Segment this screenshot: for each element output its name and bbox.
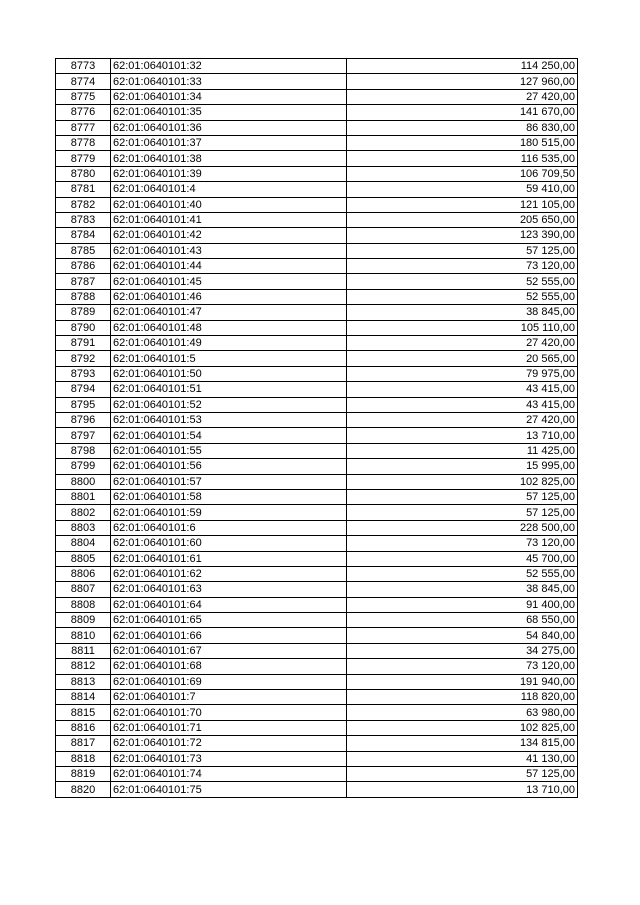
row-number-cell: 8777 xyxy=(56,120,111,135)
row-number-cell: 8795 xyxy=(56,397,111,412)
table-row xyxy=(56,212,578,227)
cadastral-number-cell: 62:01:0640101:32 xyxy=(111,59,347,74)
cadastral-value-cell: 68 550,00 xyxy=(347,613,578,628)
cadastral-number-cell: 62:01:0640101:53 xyxy=(111,412,347,427)
cadastral-number-cell: 62:01:0640101:36 xyxy=(111,120,347,135)
table-row xyxy=(56,643,578,658)
table-row xyxy=(56,474,578,489)
cadastral-value-cell: 54 840,00 xyxy=(347,628,578,643)
cadastral-value-cell: 57 125,00 xyxy=(347,489,578,504)
row-number-cell: 8789 xyxy=(56,305,111,320)
table-row xyxy=(56,412,578,427)
row-number-cell: 8809 xyxy=(56,613,111,628)
table-row xyxy=(56,489,578,504)
row-number-cell: 8792 xyxy=(56,351,111,366)
cadastral-number-cell: 62:01:0640101:72 xyxy=(111,736,347,751)
cadastral-number-cell: 62:01:0640101:75 xyxy=(111,782,347,797)
cadastral-number-cell: 62:01:0640101:52 xyxy=(111,397,347,412)
table-row xyxy=(56,320,578,335)
row-number-cell: 8820 xyxy=(56,782,111,797)
row-number-cell: 8814 xyxy=(56,690,111,705)
table-row xyxy=(56,674,578,689)
table-row xyxy=(56,551,578,566)
cadastral-number-cell: 62:01:0640101:33 xyxy=(111,74,347,89)
table-row xyxy=(56,443,578,458)
cadastral-number-cell: 62:01:0640101:37 xyxy=(111,135,347,150)
row-number-cell: 8793 xyxy=(56,366,111,381)
row-number-cell: 8782 xyxy=(56,197,111,212)
row-number-cell: 8803 xyxy=(56,520,111,535)
row-number-cell: 8784 xyxy=(56,228,111,243)
row-number-cell: 8806 xyxy=(56,566,111,581)
cadastral-value-cell: 102 825,00 xyxy=(347,474,578,489)
table-row xyxy=(56,382,578,397)
row-number-cell: 8810 xyxy=(56,628,111,643)
row-number-cell: 8819 xyxy=(56,766,111,781)
table-row xyxy=(56,105,578,120)
row-number-cell: 8800 xyxy=(56,474,111,489)
cadastral-number-cell: 62:01:0640101:74 xyxy=(111,766,347,781)
cadastral-number-cell: 62:01:0640101:39 xyxy=(111,166,347,181)
row-number-cell: 8802 xyxy=(56,505,111,520)
row-number-cell: 8783 xyxy=(56,212,111,227)
cadastral-value-cell: 57 125,00 xyxy=(347,505,578,520)
cadastral-number-cell: 62:01:0640101:66 xyxy=(111,628,347,643)
table-row xyxy=(56,59,578,74)
cadastral-number-cell: 62:01:0640101:40 xyxy=(111,197,347,212)
table-row xyxy=(56,135,578,150)
cadastral-number-cell: 62:01:0640101:57 xyxy=(111,474,347,489)
cadastral-value-cell: 205 650,00 xyxy=(347,212,578,227)
cadastral-number-cell: 62:01:0640101:70 xyxy=(111,705,347,720)
cadastral-number-cell: 62:01:0640101:38 xyxy=(111,151,347,166)
cadastral-number-cell: 62:01:0640101:50 xyxy=(111,366,347,381)
cadastral-value-cell: 102 825,00 xyxy=(347,720,578,735)
row-number-cell: 8779 xyxy=(56,151,111,166)
row-number-cell: 8790 xyxy=(56,320,111,335)
table-row xyxy=(56,720,578,735)
cadastral-number-cell: 62:01:0640101:34 xyxy=(111,89,347,104)
row-number-cell: 8811 xyxy=(56,643,111,658)
cadastral-value-cell: 134 815,00 xyxy=(347,736,578,751)
table-row xyxy=(56,120,578,135)
row-number-cell: 8805 xyxy=(56,551,111,566)
table-row xyxy=(56,243,578,258)
cadastral-value-cell: 118 820,00 xyxy=(347,690,578,705)
row-number-cell: 8801 xyxy=(56,489,111,504)
row-number-cell: 8785 xyxy=(56,243,111,258)
cadastral-number-cell: 62:01:0640101:73 xyxy=(111,751,347,766)
row-number-cell: 8813 xyxy=(56,674,111,689)
cadastral-value-cell: 73 120,00 xyxy=(347,259,578,274)
cadastral-value-cell: 106 709,50 xyxy=(347,166,578,181)
cadastral-number-cell: 62:01:0640101:48 xyxy=(111,320,347,335)
table-row xyxy=(56,566,578,581)
cadastral-value-cell: 11 425,00 xyxy=(347,443,578,458)
cadastral-value-cell: 73 120,00 xyxy=(347,536,578,551)
cadastral-number-cell: 62:01:0640101:69 xyxy=(111,674,347,689)
cadastral-number-cell: 62:01:0640101:35 xyxy=(111,105,347,120)
row-number-cell: 8812 xyxy=(56,659,111,674)
cadastral-value-cell: 141 670,00 xyxy=(347,105,578,120)
cadastral-value-cell: 52 555,00 xyxy=(347,289,578,304)
table-row xyxy=(56,582,578,597)
row-number-cell: 8798 xyxy=(56,443,111,458)
cadastral-number-cell: 62:01:0640101:63 xyxy=(111,582,347,597)
cadastral-value-cell: 38 845,00 xyxy=(347,582,578,597)
row-number-cell: 8780 xyxy=(56,166,111,181)
cadastral-value-cell: 43 415,00 xyxy=(347,397,578,412)
row-number-cell: 8781 xyxy=(56,182,111,197)
row-number-cell: 8774 xyxy=(56,74,111,89)
cadastral-value-cell: 15 995,00 xyxy=(347,459,578,474)
cadastral-value-cell: 52 555,00 xyxy=(347,566,578,581)
cadastral-number-cell: 62:01:0640101:61 xyxy=(111,551,347,566)
cadastral-number-cell: 62:01:0640101:42 xyxy=(111,228,347,243)
cadastral-number-cell: 62:01:0640101:5 xyxy=(111,351,347,366)
cadastral-number-cell: 62:01:0640101:7 xyxy=(111,690,347,705)
cadastral-value-cell: 79 975,00 xyxy=(347,366,578,381)
cadastral-value-cell: 45 700,00 xyxy=(347,551,578,566)
table-row xyxy=(56,628,578,643)
row-number-cell: 8808 xyxy=(56,597,111,612)
table-row xyxy=(56,89,578,104)
table-row xyxy=(56,166,578,181)
row-number-cell: 8818 xyxy=(56,751,111,766)
cadastral-number-cell: 62:01:0640101:41 xyxy=(111,212,347,227)
table-row xyxy=(56,459,578,474)
cadastral-value-table xyxy=(55,58,578,798)
table-row xyxy=(56,366,578,381)
table-row xyxy=(56,305,578,320)
cadastral-number-cell: 62:01:0640101:56 xyxy=(111,459,347,474)
table-row xyxy=(56,197,578,212)
cadastral-value-cell: 91 400,00 xyxy=(347,597,578,612)
row-number-cell: 8794 xyxy=(56,382,111,397)
table-row xyxy=(56,74,578,89)
row-number-cell: 8817 xyxy=(56,736,111,751)
row-number-cell: 8775 xyxy=(56,89,111,104)
table-row xyxy=(56,659,578,674)
cadastral-number-cell: 62:01:0640101:58 xyxy=(111,489,347,504)
cadastral-number-cell: 62:01:0640101:6 xyxy=(111,520,347,535)
cadastral-value-cell: 20 565,00 xyxy=(347,351,578,366)
cadastral-number-cell: 62:01:0640101:44 xyxy=(111,259,347,274)
cadastral-value-cell: 228 500,00 xyxy=(347,520,578,535)
cadastral-value-cell: 13 710,00 xyxy=(347,428,578,443)
cadastral-value-cell: 43 415,00 xyxy=(347,382,578,397)
row-number-cell: 8804 xyxy=(56,536,111,551)
table-body xyxy=(56,59,578,798)
table-row xyxy=(56,182,578,197)
table-row xyxy=(56,766,578,781)
cadastral-value-cell: 27 420,00 xyxy=(347,412,578,427)
table-row xyxy=(56,690,578,705)
cadastral-number-cell: 62:01:0640101:43 xyxy=(111,243,347,258)
cadastral-value-cell: 63 980,00 xyxy=(347,705,578,720)
row-number-cell: 8796 xyxy=(56,412,111,427)
table-row xyxy=(56,520,578,535)
table-row xyxy=(56,397,578,412)
cadastral-number-cell: 62:01:0640101:60 xyxy=(111,536,347,551)
row-number-cell: 8787 xyxy=(56,274,111,289)
row-number-cell: 8778 xyxy=(56,135,111,150)
cadastral-value-cell: 38 845,00 xyxy=(347,305,578,320)
table-row xyxy=(56,597,578,612)
cadastral-number-cell: 62:01:0640101:65 xyxy=(111,613,347,628)
row-number-cell: 8797 xyxy=(56,428,111,443)
table-row xyxy=(56,536,578,551)
row-number-cell: 8807 xyxy=(56,582,111,597)
cadastral-value-cell: 13 710,00 xyxy=(347,782,578,797)
table-row xyxy=(56,228,578,243)
cadastral-value-cell: 73 120,00 xyxy=(347,659,578,674)
cadastral-value-cell: 59 410,00 xyxy=(347,182,578,197)
cadastral-number-cell: 62:01:0640101:45 xyxy=(111,274,347,289)
cadastral-value-cell: 105 110,00 xyxy=(347,320,578,335)
cadastral-number-cell: 62:01:0640101:59 xyxy=(111,505,347,520)
cadastral-number-cell: 62:01:0640101:68 xyxy=(111,659,347,674)
cadastral-value-cell: 191 940,00 xyxy=(347,674,578,689)
row-number-cell: 8816 xyxy=(56,720,111,735)
cadastral-number-cell: 62:01:0640101:46 xyxy=(111,289,347,304)
cadastral-value-cell: 34 275,00 xyxy=(347,643,578,658)
cadastral-number-cell: 62:01:0640101:54 xyxy=(111,428,347,443)
cadastral-number-cell: 62:01:0640101:55 xyxy=(111,443,347,458)
row-number-cell: 8815 xyxy=(56,705,111,720)
cadastral-number-cell: 62:01:0640101:47 xyxy=(111,305,347,320)
cadastral-value-cell: 127 960,00 xyxy=(347,74,578,89)
cadastral-value-cell: 121 105,00 xyxy=(347,197,578,212)
table-row xyxy=(56,151,578,166)
cadastral-value-cell: 27 420,00 xyxy=(347,89,578,104)
table-row xyxy=(56,782,578,797)
table-row xyxy=(56,505,578,520)
table-row xyxy=(56,736,578,751)
table-row xyxy=(56,705,578,720)
table-row xyxy=(56,274,578,289)
table-row xyxy=(56,751,578,766)
table-row xyxy=(56,351,578,366)
cadastral-number-cell: 62:01:0640101:62 xyxy=(111,566,347,581)
cadastral-number-cell: 62:01:0640101:4 xyxy=(111,182,347,197)
cadastral-value-cell: 41 130,00 xyxy=(347,751,578,766)
cadastral-number-cell: 62:01:0640101:67 xyxy=(111,643,347,658)
row-number-cell: 8776 xyxy=(56,105,111,120)
cadastral-number-cell: 62:01:0640101:49 xyxy=(111,336,347,351)
table-row xyxy=(56,289,578,304)
row-number-cell: 8791 xyxy=(56,336,111,351)
cadastral-number-cell: 62:01:0640101:51 xyxy=(111,382,347,397)
row-number-cell: 8786 xyxy=(56,259,111,274)
row-number-cell: 8773 xyxy=(56,59,111,74)
row-number-cell: 8788 xyxy=(56,289,111,304)
table-row xyxy=(56,259,578,274)
cadastral-value-cell: 27 420,00 xyxy=(347,336,578,351)
cadastral-number-cell: 62:01:0640101:71 xyxy=(111,720,347,735)
row-number-cell: 8799 xyxy=(56,459,111,474)
table-row xyxy=(56,613,578,628)
table-row xyxy=(56,428,578,443)
cadastral-value-cell: 52 555,00 xyxy=(347,274,578,289)
cadastral-value-cell: 116 535,00 xyxy=(347,151,578,166)
cadastral-value-cell: 86 830,00 xyxy=(347,120,578,135)
cadastral-value-cell: 57 125,00 xyxy=(347,766,578,781)
cadastral-value-cell: 123 390,00 xyxy=(347,228,578,243)
cadastral-number-cell: 62:01:0640101:64 xyxy=(111,597,347,612)
table-row xyxy=(56,336,578,351)
cadastral-value-cell: 180 515,00 xyxy=(347,135,578,150)
cadastral-value-cell: 114 250,00 xyxy=(347,59,578,74)
cadastral-value-cell: 57 125,00 xyxy=(347,243,578,258)
